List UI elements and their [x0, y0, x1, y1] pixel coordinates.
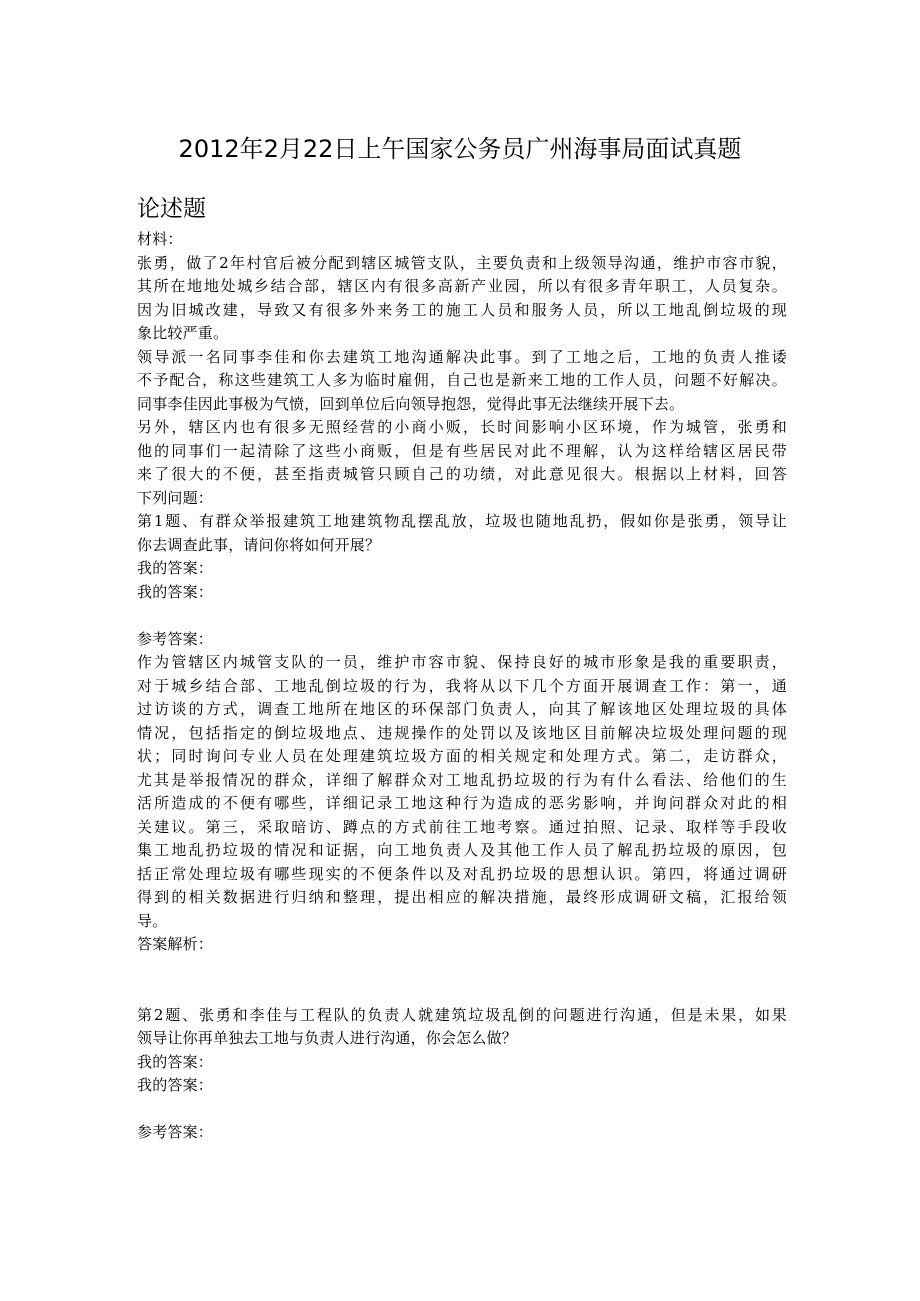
text-line: 象比较严重。 [137, 324, 229, 342]
question-text-line: 领导让你再单独去工地与负责人进行沟通，你会怎么做？ [137, 1029, 518, 1047]
text-line: 来了很大的不便，甚至指责城管只顾自己的功绩，对此意见很大。根据以上材料，回答 [137, 465, 787, 483]
answer-text-line: 活所造成的不便有哪些，详细记录工地这种行为造成的恶劣影响，并询问群众对此的相 [137, 794, 787, 812]
text-line: 领导派一名同事李佳和你去建筑工地沟通解决此事。到了工地之后，工地的负责人推诿 [137, 347, 787, 366]
document-body [137, 228, 787, 1145]
my-answer-label: 我的答案： [137, 1076, 214, 1094]
answer-text-line: 情况，包括指定的倒垃圾地点、违规操作的处罚以及该地区目前解决垃圾处理问题的现 [137, 723, 787, 742]
answer-text-line: 得到的相关数据进行归纳和整理，提出相应的解决措施，最终形成调研文稿，汇报给领 [137, 888, 787, 906]
answer-analysis-label: 答案解析： [137, 935, 214, 953]
my-answer-label: 我的答案： [137, 582, 214, 601]
my-answer-label: 我的答案： [137, 1052, 214, 1071]
question-text-line: 你去调查此事，请问你将如何开展？ [137, 535, 381, 554]
answer-text-line: 集工地乱扔垃圾的情况和证据，向工地负责人及其他工作人员了解乱扔垃圾的原因，包 [137, 841, 787, 859]
text-line: 不予配合，称这些建筑工人多为临时雇佣，自己也是新来工地的工作人员，问题不好解决。 [137, 371, 787, 389]
document-title: 2012年2月22日上午国家公务员广州海事局面试真题 [178, 135, 742, 163]
reference-answer-label: 参考答案： [137, 1123, 214, 1141]
material-label: 材料： [137, 230, 183, 248]
answer-text-line: 过访谈的方式，调查工地所在地区的环保部门负责人，向其了解该地区处理垃圾的具体 [137, 700, 787, 718]
text-line: 同事李佳因此事极为气愤，回到单位后向领导抱怨，觉得此事无法继续开展下去。 [137, 394, 685, 413]
question-text-line: 第2题、张勇和李佳与工程队的负责人就建筑垃圾乱倒的问题进行沟通，但是未果，如果 [137, 1005, 787, 1024]
text-line: 下列问题： [137, 488, 214, 507]
answer-text-line: 尤其是举报情况的群众，详细了解群众对工地乱扔垃圾的行为有什么看法、给他们的生 [137, 770, 787, 789]
question-text-line: 第1题、有群众举报建筑工地建筑物乱摆乱放，垃圾也随地乱扔，假如你是张勇，领导让 [137, 512, 787, 530]
spacer [137, 1098, 787, 1122]
answer-text-line: 括正常处理垃圾有哪些现实的不便条件以及对乱扔垃圾的思想认识。第四，将通过调研 [137, 864, 787, 883]
reference-answer-label: 参考答案： [137, 629, 214, 648]
answer-text-line: 导。 [137, 911, 168, 930]
answer-text-line: 作为管辖区内城管支队的一员，维护市容市貌、保持良好的城市形象是我的重要职责， [137, 653, 787, 671]
answer-text-line: 对于城乡结合部、工地乱倒垃圾的行为，我将从以下几个方面开展调查工作：第一，通 [137, 676, 787, 695]
answer-text-line: 状；同时询问专业人员在处理建筑垃圾方面的相关规定和处理方式。第二，走访群众， [137, 747, 787, 765]
text-line: 因为旧城改建，导致又有很多外来务工的施工人员和服务人员，所以工地乱倒垃圾的现 [137, 300, 787, 319]
material-paragraphs [137, 252, 787, 511]
spacer [137, 957, 787, 1004]
my-answer-label: 我的答案： [137, 559, 214, 577]
question-2 [137, 1004, 787, 1145]
reference-answer-text [137, 651, 787, 933]
spacer [137, 604, 787, 628]
text-line: 张勇，做了2年村官后被分配到辖区城管支队，主要负责和上级领导沟通，维护市容市貌， [137, 253, 787, 272]
text-line: 另外，辖区内也有很多无照经营的小商小贩，长时间影响小区环境，作为城管，张勇和 [137, 418, 787, 436]
question-1 [137, 510, 787, 957]
text-line: 他的同事们一起清除了这些小商贩，但是有些居民对此不理解，认为这样给辖区居民带 [137, 441, 787, 460]
section-heading: 论述题 [137, 196, 206, 222]
answer-text-line: 关建议。第三，采取暗访、蹲点的方式前往工地考察。通过拍照、记录、取样等手段收 [137, 817, 787, 836]
text-line: 其所在地地处城乡结合部，辖区内有很多高新产业园，所以有很多青年职工，人员复杂。 [137, 277, 787, 295]
